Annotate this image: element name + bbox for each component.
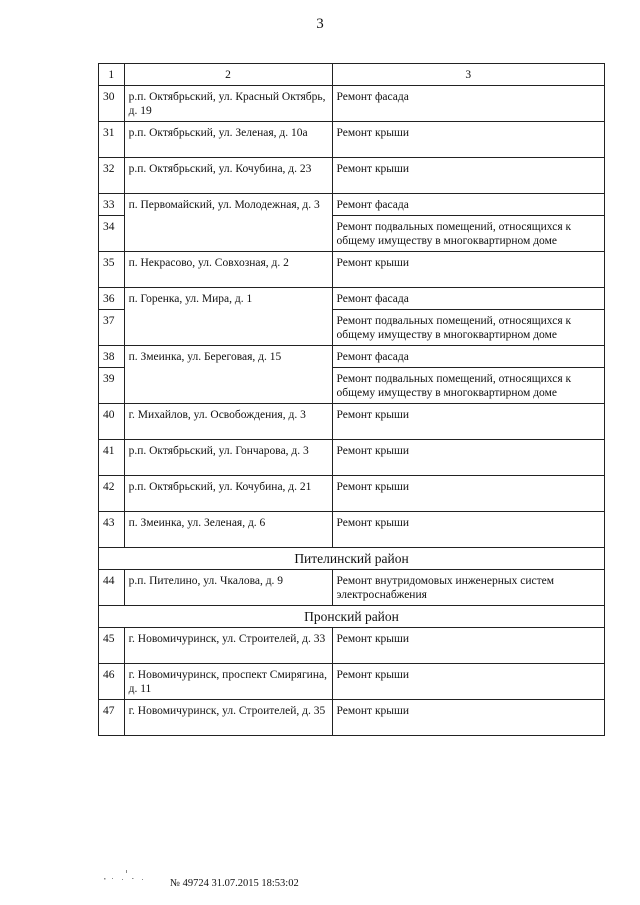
region-heading: Пителинский район <box>99 548 605 570</box>
table-row <box>99 194 605 216</box>
row-number: 47 <box>99 700 125 736</box>
row-address: р.п. Октябрьский, ул. Кочубина, д. 21 <box>124 476 332 512</box>
table-row <box>99 288 605 310</box>
row-number: 36 <box>99 288 125 310</box>
row-work-type: Ремонт подвальных помещений, относящихся к общему имуществу в многоквартирном доме <box>332 368 604 404</box>
row-address: п. Змеинка, ул. Зеленая, д. 6 <box>124 512 332 548</box>
table-row <box>99 404 605 440</box>
row-number: 33 <box>99 194 125 216</box>
table-row <box>99 346 605 368</box>
table-row <box>99 664 605 700</box>
row-work-type: Ремонт крыши <box>332 440 604 476</box>
row-work-type: Ремонт фасада <box>332 288 604 310</box>
row-work-type: Ремонт крыши <box>332 700 604 736</box>
region-heading: Пронский район <box>99 606 605 628</box>
registration-number: № 49724 31.07.2015 18:53:02 <box>170 878 299 889</box>
row-work-type: Ремонт подвальных помещений, относящихся к общему имуществу в многоквартирном доме <box>332 310 604 346</box>
header-col-3: 3 <box>332 64 604 86</box>
row-number: 39 <box>99 368 125 404</box>
row-work-type: Ремонт крыши <box>332 512 604 548</box>
row-address: г. Новомичуринск, ул. Строителей, д. 33 <box>124 628 332 664</box>
repair-table <box>98 63 605 736</box>
row-number: 46 <box>99 664 125 700</box>
row-address: р.п. Пителино, ул. Чкалова, д. 9 <box>124 570 332 606</box>
row-work-type: Ремонт крыши <box>332 476 604 512</box>
row-work-type: Ремонт крыши <box>332 158 604 194</box>
row-address: р.п. Октябрьский, ул. Кочубина, д. 23 <box>124 158 332 194</box>
row-number: 31 <box>99 122 125 158</box>
row-number: 40 <box>99 404 125 440</box>
row-number: 32 <box>99 158 125 194</box>
header-col-2: 2 <box>124 64 332 86</box>
row-work-type: Ремонт крыши <box>332 252 604 288</box>
table-row <box>99 512 605 548</box>
row-work-type: Ремонт фасада <box>332 194 604 216</box>
table-row <box>99 158 605 194</box>
row-number: 45 <box>99 628 125 664</box>
row-address: г. Новомичуринск, проспект Смирягина, д. 11 <box>124 664 332 700</box>
table-row <box>99 700 605 736</box>
row-number: 41 <box>99 440 125 476</box>
row-number: 38 <box>99 346 125 368</box>
row-address: п. Первомайский, ул. Молодежная, д. 3 <box>124 194 332 252</box>
row-address: п. Змеинка, ул. Береговая, д. 15 <box>124 346 332 404</box>
table-row <box>99 86 605 122</box>
table-row <box>99 252 605 288</box>
row-address: п. Некрасово, ул. Совхозная, д. 2 <box>124 252 332 288</box>
header-col-1: 1 <box>99 64 125 86</box>
table-row <box>99 476 605 512</box>
row-number: 42 <box>99 476 125 512</box>
row-work-type: Ремонт крыши <box>332 628 604 664</box>
region-row <box>99 548 605 570</box>
row-work-type: Ремонт крыши <box>332 122 604 158</box>
row-address: п. Горенка, ул. Мира, д. 1 <box>124 288 332 346</box>
table-row <box>99 122 605 158</box>
table-row <box>99 440 605 476</box>
region-row <box>99 606 605 628</box>
row-work-type: Ремонт крыши <box>332 664 604 700</box>
table-header-row <box>99 64 605 86</box>
row-address: г. Михайлов, ул. Освобождения, д. 3 <box>124 404 332 440</box>
registration-stamp-mark <box>98 870 158 890</box>
row-work-type: Ремонт фасада <box>332 346 604 368</box>
row-address: р.п. Октябрьский, ул. Гончарова, д. 3 <box>124 440 332 476</box>
row-number: 30 <box>99 86 125 122</box>
table-row <box>99 570 605 606</box>
row-address: р.п. Октябрьский, ул. Красный Октябрь, д. 19 <box>124 86 332 122</box>
row-number: 37 <box>99 310 125 346</box>
row-work-type: Ремонт внутридомовых инженерных систем электроснабжения <box>332 570 604 606</box>
page-number: 3 <box>316 16 324 32</box>
row-number: 44 <box>99 570 125 606</box>
row-work-type: Ремонт подвальных помещений, относящихся к общему имуществу в многоквартирном доме <box>332 216 604 252</box>
row-number: 34 <box>99 216 125 252</box>
row-address: р.п. Октябрьский, ул. Зеленая, д. 10а <box>124 122 332 158</box>
row-number: 35 <box>99 252 125 288</box>
row-work-type: Ремонт крыши <box>332 404 604 440</box>
row-number: 43 <box>99 512 125 548</box>
table-row <box>99 628 605 664</box>
row-address: г. Новомичуринск, ул. Строителей, д. 35 <box>124 700 332 736</box>
row-work-type: Ремонт фасада <box>332 86 604 122</box>
repair-table-body <box>99 64 605 736</box>
